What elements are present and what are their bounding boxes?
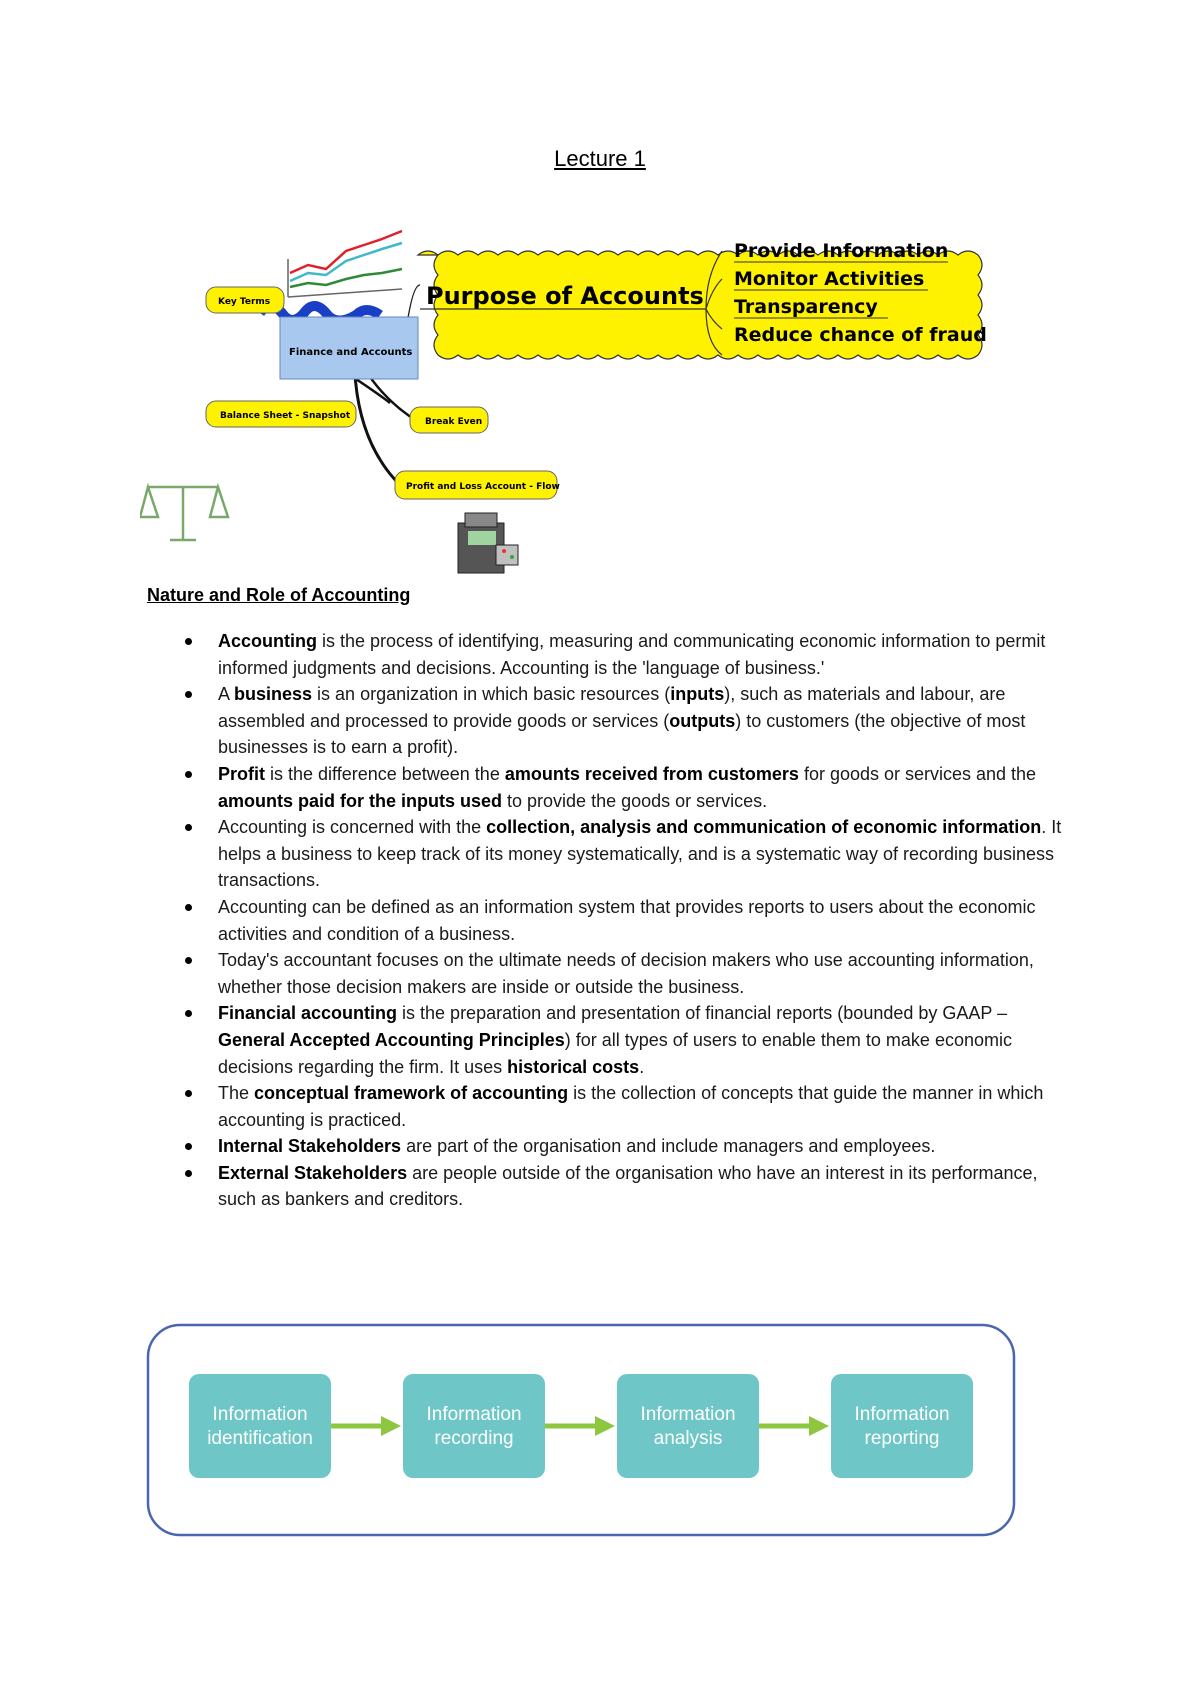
section-heading: Nature and Role of Accounting — [147, 585, 411, 605]
bullet-list — [147, 628, 1077, 1213]
list-item: The conceptual framework of accounting is the collection of concepts that guide the manner in which accounting is practiced. — [147, 1080, 1077, 1133]
list-item: Accounting can be defined as an information system that provides reports to users about the economic activities and condition of a business. — [147, 894, 1077, 947]
list-item: Accounting is concerned with the collection, analysis and communication of economic information. It helps a business to keep track of its money systematically, and is a systematic way of recording business transactions. — [147, 814, 1077, 894]
bullet-icon — [185, 1170, 192, 1177]
process-step-1-line2: identification — [207, 1428, 313, 1449]
process-step-3-line1: Information — [640, 1404, 736, 1425]
bullet-icon — [185, 1090, 192, 1097]
process-step-4-line1: Information — [854, 1404, 950, 1425]
bullet-icon — [185, 904, 192, 911]
mindmap-illustration — [140, 225, 1020, 580]
process-step-2-line2: recording — [434, 1428, 514, 1449]
process-step-3 — [617, 1374, 759, 1478]
list-item: Profit is the difference between the amounts received from customers for goods or services and the amounts paid for the inputs used to provide the goods or services. — [147, 761, 1077, 814]
list-item: Accounting is the process of identifying, measuring and communicating economic information to permit informed judgments and decisions. Accounting is the 'language of business.' — [147, 628, 1077, 681]
process-step-3-line2: analysis — [653, 1428, 723, 1449]
line-chart-icon — [288, 231, 402, 297]
branch-profit-loss: Profit and Loss Account - Flow — [406, 482, 560, 492]
bullet-icon — [185, 771, 192, 778]
purpose-item-1: Provide Information — [734, 240, 949, 262]
process-step-2-line1: Information — [426, 1404, 522, 1425]
list-item: Today's accountant focuses on the ultimate needs of decision makers who use accounting information, whether those decision makers are inside or outside the business. — [147, 947, 1077, 1000]
process-step-4-line2: reporting — [864, 1428, 940, 1449]
branch-break-even: Break Even — [425, 417, 483, 427]
bullet-icon — [185, 691, 192, 698]
scales-icon — [140, 487, 228, 540]
purpose-item-3: Transparency — [734, 296, 878, 318]
bullet-icon — [185, 638, 192, 645]
process-step-1-line1: Information — [212, 1404, 308, 1425]
process-step-2 — [403, 1374, 545, 1478]
branch-balance-sheet: Balance Sheet - Snapshot — [220, 411, 351, 421]
process-step-4 — [831, 1374, 973, 1478]
list-item: External Stakeholders are people outside of the organisation who have an interest in its performance, such as bankers and creditors. — [147, 1160, 1077, 1213]
process-step-1 — [189, 1374, 331, 1478]
bullet-icon — [185, 1143, 192, 1150]
cash-register-icon — [458, 513, 518, 573]
bullet-icon — [185, 824, 192, 831]
center-box-label: Finance and Accounts — [289, 347, 413, 358]
bullet-icon — [185, 1010, 192, 1017]
purpose-title: Purpose of Accounts — [426, 282, 704, 310]
bullet-icon — [185, 957, 192, 964]
branch-key-terms: Key Terms — [218, 297, 271, 307]
list-item: Internal Stakeholders are part of the organisation and include managers and employees. — [147, 1133, 1077, 1160]
purpose-item-2: Monitor Activities — [734, 268, 925, 290]
purpose-item-4: Reduce chance of fraud — [734, 324, 987, 346]
page-title: Lecture 1 — [554, 146, 646, 171]
list-item: A business is an organization in which basic resources (inputs), such as materials and labour, are assembled and processed to provide goods or services (outputs) to customers (the objective of most businesses is to earn a profit). — [147, 681, 1077, 761]
list-item: Financial accounting is the preparation and presentation of financial reports (bounded by GAAP – General Accepted Accounting Principles) for all types of users to enable them to make economic decisions regarding the firm. It uses historical costs. — [147, 1000, 1077, 1080]
process-flow-diagram — [145, 1322, 1027, 1540]
